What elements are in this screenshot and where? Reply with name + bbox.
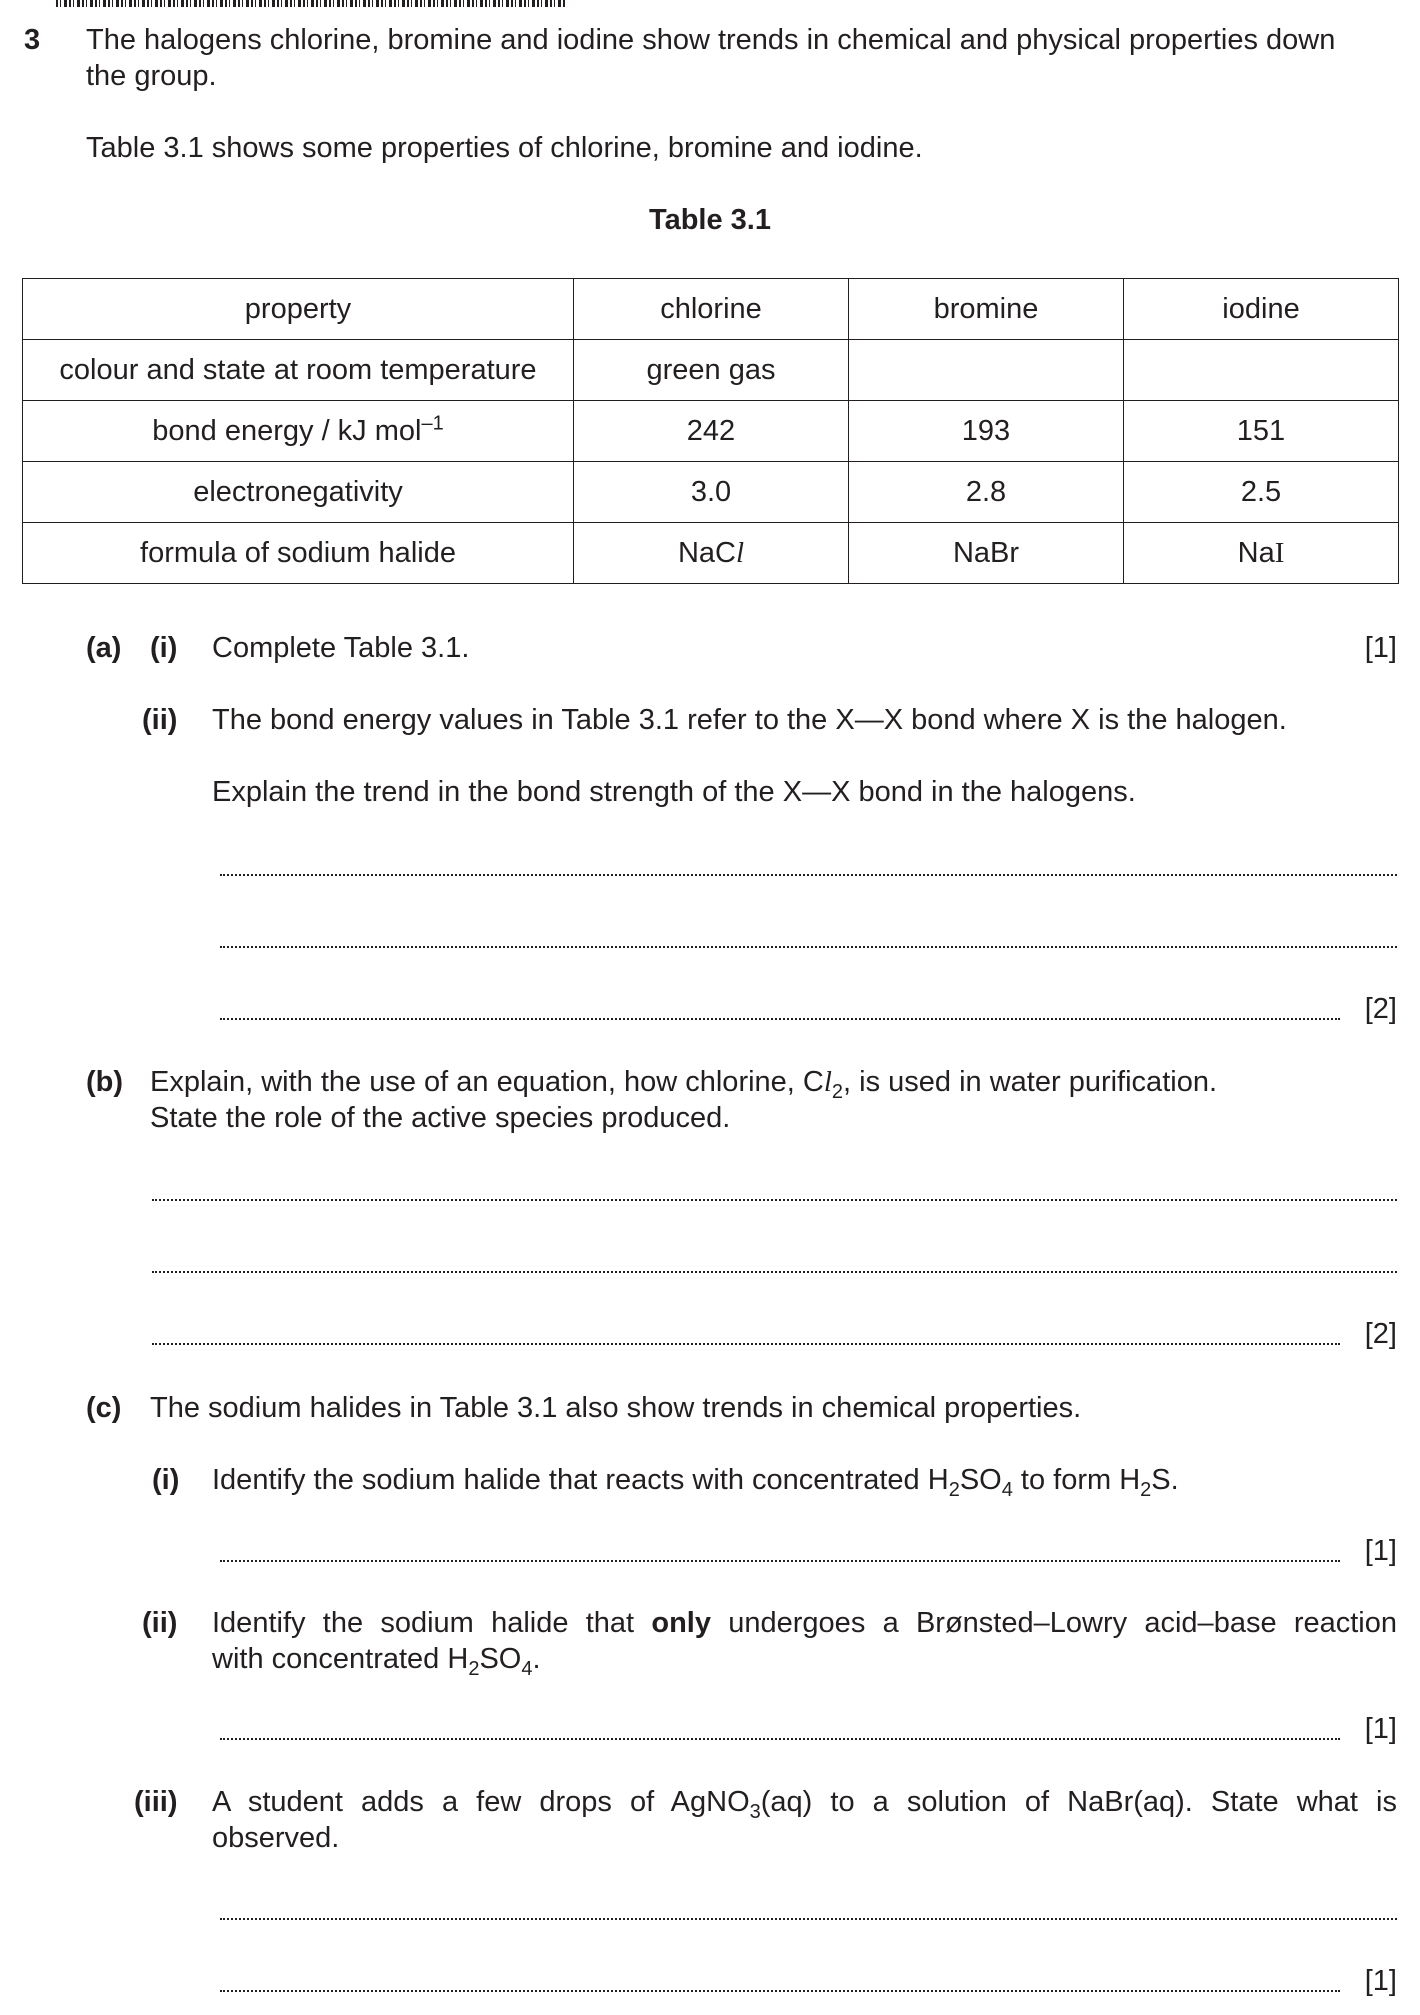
table-row	[23, 401, 1399, 462]
part-c-iii-label: (iii)	[134, 1786, 178, 1818]
part-c-ii-mark: [1]	[1364, 1713, 1397, 1745]
answer-line[interactable]	[220, 1918, 1397, 1920]
answer-line[interactable]	[220, 874, 1397, 876]
part-b-text-2: State the role of the active species produced.	[150, 1102, 731, 1134]
table-row	[23, 523, 1399, 584]
table-row	[23, 340, 1399, 401]
answer-line[interactable]	[220, 1018, 1340, 1020]
part-a-ii-text-1: The bond energy values in Table 3.1 refer to the X—X bond where X is the halogen.	[212, 704, 1287, 736]
table-cell: 2.5	[1124, 462, 1399, 523]
table-header: iodine	[1124, 279, 1399, 340]
table-cell: 151	[1124, 401, 1399, 462]
barcode	[56, 0, 566, 7]
table-header: bromine	[849, 279, 1124, 340]
part-a-ii-mark: [2]	[1364, 993, 1397, 1025]
table-header: chlorine	[574, 279, 849, 340]
table-cell: NaI	[1124, 523, 1399, 584]
part-c-iii-text-1: A student adds a few drops of AgNO$_3$(aq) to a solution of NaBr(aq). State what is	[212, 1786, 1397, 1823]
answer-line[interactable]	[220, 946, 1397, 948]
part-c-i-text: Identify the sodium halide that reacts with concentrated $H_2SO_4$ to form $H_2S$.	[212, 1464, 1179, 1501]
table-row	[23, 462, 1399, 523]
part-a-label: (a)	[86, 632, 122, 664]
part-a-i-text: Complete Table 3.1.	[212, 632, 470, 664]
intro-line-3: Table 3.1 shows some properties of chlorine, bromine and iodine.	[86, 132, 923, 164]
part-c-iii-text-2: observed.	[212, 1822, 340, 1854]
part-a-i-label: (i)	[150, 632, 178, 664]
answer-line[interactable]	[152, 1343, 1340, 1345]
table-caption: Table 3.1	[649, 204, 771, 236]
answer-line[interactable]	[220, 1990, 1340, 1992]
table-header: property	[23, 279, 574, 340]
question-number: 3	[24, 24, 41, 56]
part-b-mark: [2]	[1364, 1318, 1397, 1350]
part-c-ii-text-1: Identify the sodium halide that only undergoes a Brønsted–Lowry acid–base reaction	[212, 1607, 1398, 1639]
table-cell: electronegativity	[23, 462, 574, 523]
table-header-row	[23, 279, 1399, 340]
part-a-ii-text-2: Explain the trend in the bond strength of the X—X bond in the halogens.	[212, 776, 1136, 808]
part-c-iii-mark: [1]	[1364, 1965, 1397, 1997]
table-cell: 2.8	[849, 462, 1124, 523]
part-b-label: (b)	[86, 1066, 124, 1098]
part-c-ii-label: (ii)	[142, 1607, 178, 1639]
table-cell: NaBr	[849, 523, 1124, 584]
part-c-i-label: (i)	[152, 1464, 180, 1496]
part-c-ii-text-2: with concentrated $H_2SO_4$.	[212, 1643, 541, 1680]
part-c-label: (c)	[86, 1392, 122, 1424]
table-cell: formula of sodium halide	[23, 523, 574, 584]
part-a-ii-label: (ii)	[142, 704, 178, 736]
part-b-text-1: Explain, with the use of an equation, how chlorine, $Cl_2$, is used in water purification.	[150, 1066, 1218, 1103]
table-cell: 242	[574, 401, 849, 462]
part-c-i-mark: [1]	[1364, 1535, 1397, 1567]
properties-table	[22, 278, 1399, 584]
table-cell: bond energy / kJ mol$^{-1}$	[23, 401, 574, 462]
table-cell: colour and state at room temperature	[23, 340, 574, 401]
answer-line[interactable]	[152, 1199, 1397, 1201]
intro-line-2: the group.	[86, 60, 217, 92]
answer-line[interactable]	[152, 1271, 1397, 1273]
table-cell-blank[interactable]	[1124, 340, 1399, 401]
table-cell: green gas	[574, 340, 849, 401]
table-cell: NaCl	[574, 523, 849, 584]
table-cell: 3.0	[574, 462, 849, 523]
part-a-i-mark: [1]	[1364, 632, 1397, 664]
part-c-text: The sodium halides in Table 3.1 also show trends in chemical properties.	[150, 1392, 1082, 1424]
intro-line-1: The halogens chlorine, bromine and iodine show trends in chemical and physical properties down	[86, 24, 1336, 56]
answer-line[interactable]	[220, 1560, 1340, 1562]
table-cell: 193	[849, 401, 1124, 462]
answer-line[interactable]	[220, 1738, 1340, 1740]
table-cell-blank[interactable]	[849, 340, 1124, 401]
